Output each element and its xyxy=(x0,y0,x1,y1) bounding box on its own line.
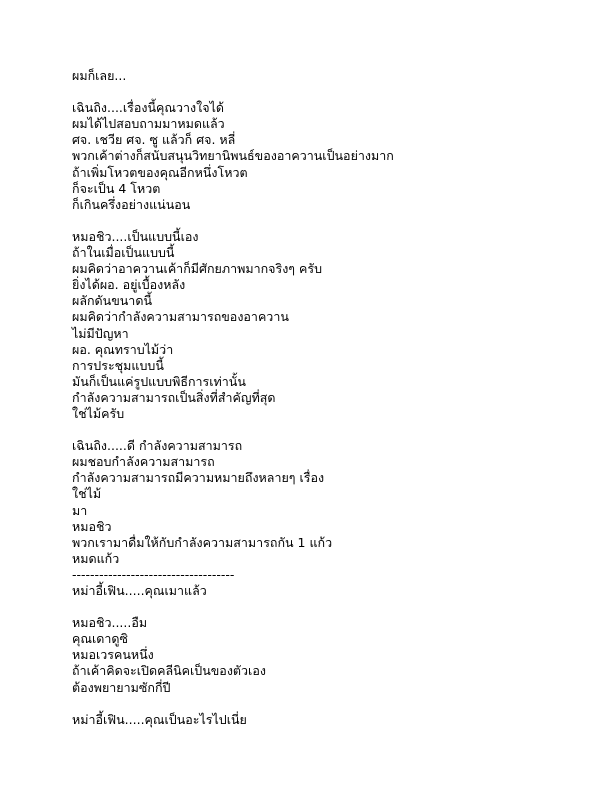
text-line: ไม่มีปัญหา xyxy=(72,325,129,341)
text-line: ถ้าเพิ่มโหวตของคุณอีกหนึ่งโหวต xyxy=(72,164,248,180)
text-line: หม่าอี้เฟิน.....คุณเป็นอะไรไปเนี่ย xyxy=(72,711,247,727)
text-line: ผมก็เลย... xyxy=(72,68,127,83)
text-line: ต้องพยายามซักกี่ปี xyxy=(72,679,171,695)
text-line: กำลังความสามารถเป็นสิ่งที่สำคัญที่สุด xyxy=(72,389,276,405)
text-line: คุณเดาดูซิ xyxy=(72,631,128,647)
separator-line: ------------------------------------ xyxy=(72,566,235,582)
text-line: ใช่ไม้ครับ xyxy=(72,405,125,421)
text-line: ยิ่งได้ผอ. อยู่เบื้องหลัง xyxy=(72,277,186,293)
text-line: มันก็เป็นแค่รูปแบบพิธีการเท่านั้น xyxy=(72,373,246,389)
text-line: ศจ. เชวีย ศจ. ซู แล้วก็ ศจ. หลี่ xyxy=(72,132,236,148)
paragraph-mochiu-2 xyxy=(72,615,572,695)
text-line: ผมชอบกำลังความสามารถ xyxy=(72,454,215,470)
document-page xyxy=(72,68,572,744)
text-line: หมอชิว.....อืม xyxy=(72,615,148,631)
text-line: เฉินถิง.....ดี กำลังความสามารถ xyxy=(72,438,243,454)
text-line: ผอ. คุณทราบไม้ว่า xyxy=(72,341,174,357)
text-line: ใช่ไม้ xyxy=(72,486,102,502)
text-line: กำลังความสามารถมีความหมายถึงหลายๆ เรื่อง xyxy=(72,470,325,486)
text-line: หมอชิว xyxy=(72,518,112,534)
text-line: หม่าอี้เฟิน.....คุณเมาแล้ว xyxy=(72,583,207,598)
text-line: หมอเวรคนหนึ่ง xyxy=(72,647,154,663)
paragraph-mochiu-1 xyxy=(72,229,572,422)
text-line: ผมคิดว่าอาควานเค้าก็มีศักยภาพมากจริงๆ ครับ xyxy=(72,261,323,277)
text-line: ก็เกินครึ่งอย่างแน่นอน xyxy=(72,196,191,212)
text-line: มา xyxy=(72,502,88,518)
paragraph-intro xyxy=(72,68,572,84)
text-line: ก็จะเป็น 4 โหวต xyxy=(72,180,161,196)
text-line: หมดแก้ว xyxy=(72,550,120,566)
paragraph-chenting-2 xyxy=(72,438,572,599)
paragraph-mayifen xyxy=(72,712,572,728)
paragraph-chenting-1 xyxy=(72,100,572,213)
text-line: ถ้าในเมื่อเป็นแบบนี้ xyxy=(72,245,175,261)
text-line: ผมได้ไปสอบถามมาหมดแล้ว xyxy=(72,116,225,132)
text-line: ผมคิดว่ากำลังความสามารถของอาควาน xyxy=(72,309,289,325)
text-line: ถ้าเค้าคิดจะเปิดคลีนิคเป็นของตัวเอง xyxy=(72,663,266,679)
text-line: ผลักดันขนาดนี้ xyxy=(72,293,152,309)
text-line: การประชุมแบบนี้ xyxy=(72,357,164,373)
text-line: เฉินถิง....เรื่องนี้คุณวางใจได้ xyxy=(72,100,224,116)
text-line: หมอชิว....เป็นแบบนี้เอง xyxy=(72,228,199,244)
text-line: พวกเรามาดื่มให้กับกำลังความสามารถกัน 1 แก้ว xyxy=(72,534,333,550)
text-line: พวกเค้าต่างก็สนับสนุนวิทยานิพนธ์ของอาควานเป็นอย่างมาก xyxy=(72,148,394,164)
